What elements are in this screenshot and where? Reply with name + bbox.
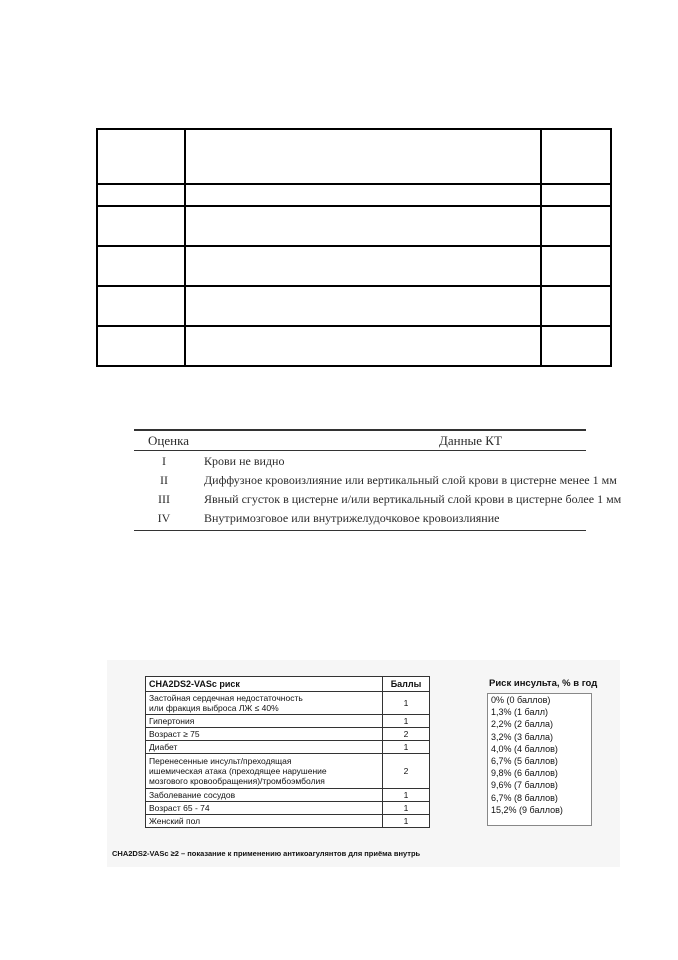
table-row [97, 184, 611, 206]
stroke-risk-list [487, 693, 592, 826]
points-cell: 1 [383, 741, 430, 754]
points-cell: 1 [383, 802, 430, 815]
table-row [97, 286, 611, 326]
table-row [97, 129, 611, 184]
risk-factor-cell: Застойная сердечная недостаточность или фракция выброса ЛЖ ≤ 40% [146, 692, 383, 715]
risk-factor-cell: Диабет [146, 741, 383, 754]
points-cell: 1 [383, 692, 430, 715]
list-item: 9,8% (6 баллов) [491, 768, 558, 779]
list-item: 6,7% (5 баллов) [491, 755, 558, 766]
risk-factor-cell: Гипертония [146, 715, 383, 728]
risk-factor-cell: Заболевание сосудов [146, 789, 383, 802]
list-item: 9,6% (7 баллов) [491, 780, 558, 791]
header-ct-data: Данные КТ [439, 433, 502, 448]
grade-cell: II [160, 473, 168, 487]
table-row [134, 454, 586, 473]
grade-cell: III [158, 492, 170, 506]
table-row [146, 789, 430, 802]
header-risk: CHA2DS2-VASc риск [146, 677, 383, 692]
list-item: 1,3% (1 балл) [491, 707, 548, 718]
anticoagulant-note: CHA2DS2-VASc ≥2 – показание к применению антикоагулянтов для приёма внутрь [112, 849, 421, 858]
table-row [97, 326, 611, 366]
table-row [146, 754, 430, 789]
table-header-row [146, 677, 430, 692]
table-row [146, 802, 430, 815]
list-item: 6,7% (8 баллов) [491, 792, 558, 803]
header-grade: Оценка [148, 433, 189, 448]
cha2ds2-vasc-panel [107, 660, 620, 867]
ct-data-cell: Явный сгусток в цистерне и/или вертикальный слой крови в цистерне более 1 мм [204, 492, 622, 506]
points-cell: 1 [383, 815, 430, 828]
table-row [134, 511, 586, 530]
fisher-grade-table [134, 429, 622, 532]
header-points: Баллы [383, 677, 430, 692]
table-row [146, 692, 430, 715]
ct-data-cell: Крови не видно [204, 454, 285, 468]
list-item: 0% (0 баллов) [491, 695, 551, 705]
points-cell: 2 [383, 754, 430, 789]
empty-table [96, 128, 612, 367]
stroke-risk-title: Риск инсульта, % в год [489, 678, 598, 689]
header-rule [134, 450, 586, 451]
cha2ds2-vasc-table [145, 676, 430, 828]
risk-factor-cell: Перенесенные инсульт/преходящая ишемическая атака (преходящее нарушение мозгового кровообращения)/тромбоэмболия [146, 754, 383, 789]
table-row [146, 815, 430, 828]
grade-cell: IV [157, 511, 171, 525]
table-row [134, 492, 622, 511]
ct-data-cell: Внутримозговое или внутрижелудочковое кровоизлияние [204, 511, 500, 525]
grade-cell: I [162, 454, 166, 468]
risk-factor-cell: Женский пол [146, 815, 383, 828]
risk-factor-cell: Возраст ≥ 75 [146, 728, 383, 741]
list-item: 3,2% (3 балла) [491, 731, 553, 742]
list-item: 15,2% (9 баллов) [491, 804, 563, 815]
ct-data-cell: Диффузное кровоизлияние или вертикальный слой крови в цистерне менее 1 мм [204, 473, 617, 487]
table-row [146, 741, 430, 754]
table-row [146, 715, 430, 728]
table-row [134, 473, 617, 492]
top-rule [134, 429, 586, 431]
risk-factor-cell: Возраст 65 - 74 [146, 802, 383, 815]
points-cell: 1 [383, 715, 430, 728]
list-item: 4,0% (4 баллов) [491, 743, 558, 754]
list-item: 2,2% (2 балла) [491, 719, 553, 730]
points-cell: 1 [383, 789, 430, 802]
bottom-rule [134, 530, 586, 531]
table-row [97, 246, 611, 286]
table-row [146, 728, 430, 741]
table-row [97, 206, 611, 246]
points-cell: 2 [383, 728, 430, 741]
